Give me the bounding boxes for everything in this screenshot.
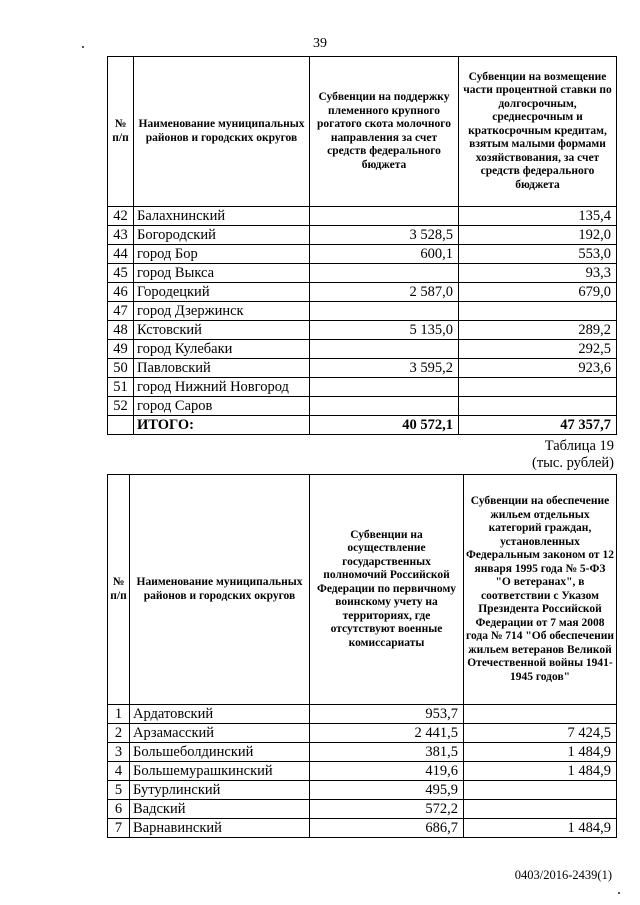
scan-mark — [618, 892, 620, 894]
row-col2: 93,3 — [459, 264, 617, 283]
row-name: Павловский — [134, 359, 310, 378]
row-col1: 3 528,5 — [310, 226, 459, 245]
row-col2: 135,4 — [459, 207, 617, 226]
table-title: Таблица 19 — [544, 438, 614, 454]
total-col2: 47 357,7 — [459, 416, 617, 435]
row-name: Варнавинский — [130, 819, 310, 838]
row-number: 48 — [108, 321, 134, 340]
row-col2: 292,5 — [459, 340, 617, 359]
row-col2: 1 484,9 — [464, 762, 617, 781]
row-col2: 1 484,9 — [464, 819, 617, 838]
row-col2 — [464, 781, 617, 800]
row-col1: 686,7 — [310, 819, 464, 838]
row-name: город Дзержинск — [134, 302, 310, 321]
row-name: город Выкса — [134, 264, 310, 283]
row-col1: 953,7 — [310, 705, 464, 724]
row-name: Арзамасский — [130, 724, 310, 743]
table-row — [108, 397, 617, 416]
row-col1: 572,2 — [310, 800, 464, 819]
row-col2 — [464, 800, 617, 819]
table2-body — [108, 705, 617, 838]
row-number: 2 — [108, 724, 130, 743]
table-row — [108, 800, 617, 819]
table-row — [108, 819, 617, 838]
row-number: 3 — [108, 743, 130, 762]
document-code: 0403/2016-2439(1) — [514, 868, 612, 882]
row-number: 1 — [108, 705, 130, 724]
total-num — [108, 416, 134, 435]
row-number: 42 — [108, 207, 134, 226]
row-col1: 495,9 — [310, 781, 464, 800]
header-num: № п/п — [108, 57, 134, 207]
total-label: ИТОГО: — [134, 416, 310, 435]
header-name: Наименование муниципальных районов и городских округов — [134, 57, 310, 207]
row-col1: 3 595,2 — [310, 359, 459, 378]
row-name: город Кулебаки — [134, 340, 310, 359]
row-col1: 381,5 — [310, 743, 464, 762]
row-col2: 1 484,9 — [464, 743, 617, 762]
row-col1 — [310, 207, 459, 226]
table-caption — [532, 438, 614, 472]
subsidies-table-1 — [107, 56, 617, 435]
row-number: 52 — [108, 397, 134, 416]
row-number: 50 — [108, 359, 134, 378]
row-number: 47 — [108, 302, 134, 321]
table-row — [108, 264, 617, 283]
header-name: Наименование муниципальных районов и городских округов — [130, 475, 310, 705]
subsidies-table-2 — [107, 474, 617, 838]
page-number: 39 — [313, 36, 327, 51]
row-number: 49 — [108, 340, 134, 359]
table-row — [108, 743, 617, 762]
table-row — [108, 705, 617, 724]
row-name: Балахнинский — [134, 207, 310, 226]
row-col2 — [459, 302, 617, 321]
row-name: Богородский — [134, 226, 310, 245]
row-col2 — [464, 705, 617, 724]
row-number: 44 — [108, 245, 134, 264]
row-name: Большемурашкинский — [130, 762, 310, 781]
table-row — [108, 762, 617, 781]
header-num: № п/п — [108, 475, 130, 705]
row-col1: 5 135,0 — [310, 321, 459, 340]
row-number: 6 — [108, 800, 130, 819]
header-col1: Субвенции на поддержку племенного крупного рогатого скота молочного направления за счет средств федерального бюджета — [310, 57, 459, 207]
row-number: 4 — [108, 762, 130, 781]
row-name: Большеболдинский — [130, 743, 310, 762]
table-row — [108, 359, 617, 378]
row-col1: 2 587,0 — [310, 283, 459, 302]
row-name: Бутурлинский — [130, 781, 310, 800]
row-col2: 923,6 — [459, 359, 617, 378]
total-row — [108, 416, 617, 435]
table1-body — [108, 207, 617, 416]
table-row — [108, 283, 617, 302]
row-number: 46 — [108, 283, 134, 302]
row-number: 45 — [108, 264, 134, 283]
table-row — [108, 245, 617, 264]
row-col2 — [459, 378, 617, 397]
row-col1 — [310, 378, 459, 397]
row-number: 5 — [108, 781, 130, 800]
row-name: город Нижний Новгород — [134, 378, 310, 397]
table-row — [108, 226, 617, 245]
row-col1: 2 441,5 — [310, 724, 464, 743]
row-col2: 553,0 — [459, 245, 617, 264]
table-row — [108, 207, 617, 226]
row-number: 51 — [108, 378, 134, 397]
table-row — [108, 378, 617, 397]
header-col2: Субвенции на возмещение части процентной ставки по долгосрочным, среднесрочным и краткосрочным кредитам, взятым малыми формами хозяйствования, за счет средств федерального бюджета — [459, 57, 617, 207]
header-col2: Субвенции на обеспечение жильем отдельных категорий граждан, установленных Федеральным законом от 12 января 1995 года № 5-ФЗ "О ветеранах", в соответствии с Указом Президента Российской Федерации от 7 мая 2008 года № 714 "Об обеспечении жильем ветеранов Великой Отечественной войны 1941-1945 годов" — [464, 475, 617, 705]
row-name: Ардатовский — [130, 705, 310, 724]
table-unit: (тыс. рублей) — [532, 455, 614, 471]
row-number: 7 — [108, 819, 130, 838]
total-col1: 40 572,1 — [310, 416, 459, 435]
row-number: 43 — [108, 226, 134, 245]
row-col2: 679,0 — [459, 283, 617, 302]
row-col1 — [310, 340, 459, 359]
row-col2: 192,0 — [459, 226, 617, 245]
table-row — [108, 781, 617, 800]
table-row — [108, 340, 617, 359]
row-col1 — [310, 397, 459, 416]
row-name: Кстовский — [134, 321, 310, 340]
row-col2 — [459, 397, 617, 416]
table-row — [108, 321, 617, 340]
row-name: Городецкий — [134, 283, 310, 302]
row-col2: 289,2 — [459, 321, 617, 340]
header-col1: Субвенции на осуществление государственных полномочий Российской Федерации по первичному воинскому учету на территориях, где отсутствуют военные комиссариаты — [310, 475, 464, 705]
row-col2: 7 424,5 — [464, 724, 617, 743]
table-row — [108, 302, 617, 321]
row-col1 — [310, 302, 459, 321]
row-name: Вадский — [130, 800, 310, 819]
scan-mark — [82, 46, 84, 48]
row-name: город Саров — [134, 397, 310, 416]
table-row — [108, 724, 617, 743]
row-col1 — [310, 264, 459, 283]
row-name: город Бор — [134, 245, 310, 264]
row-col1: 600,1 — [310, 245, 459, 264]
row-col1: 419,6 — [310, 762, 464, 781]
